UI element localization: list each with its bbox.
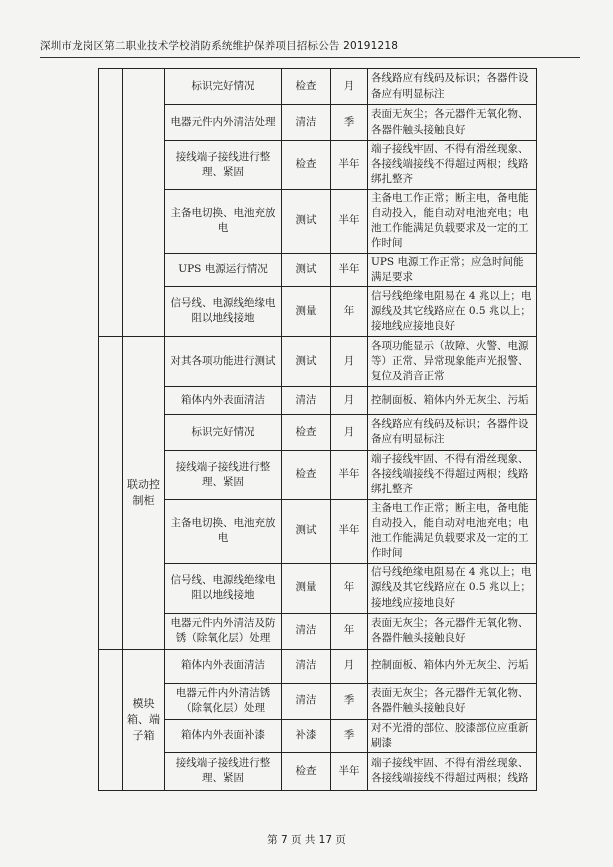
frequency-cell: 半年	[331, 253, 368, 286]
outer-category-cell	[99, 336, 123, 649]
item-cell: 主备电切换、电池充放电	[165, 499, 282, 563]
action-cell: 检查	[282, 69, 331, 105]
standard-cell: 各线路应有线码及标识；各器件设备应有明显标注	[368, 414, 537, 450]
document-title: 深圳市龙岗区第二职业技术学校消防系统维护保养项目招标公告 20191218	[40, 40, 399, 52]
standard-cell: 表面无灰尘；各元器件无氧化物、各器件触头接触良好	[368, 613, 537, 649]
item-cell: 电器元件内外清洁处理	[165, 105, 282, 141]
table-row	[99, 613, 537, 649]
action-cell: 清洁	[282, 105, 331, 141]
action-cell: 清洁	[282, 613, 331, 649]
frequency-cell: 月	[331, 386, 368, 414]
item-cell: 标识完好情况	[165, 69, 282, 105]
frequency-cell: 月	[331, 336, 368, 386]
action-cell: 测量	[282, 286, 331, 336]
outer-category-cell	[99, 649, 123, 790]
item-cell: 电器元件内外清洁锈（除氧化层）处理	[165, 683, 282, 719]
category-cell: 模块箱、端子箱	[123, 649, 165, 790]
frequency-cell: 季	[331, 719, 368, 752]
frequency-cell: 季	[331, 683, 368, 719]
page-header	[40, 38, 580, 58]
action-cell: 补漆	[282, 719, 331, 752]
standard-cell: 端子接线牢固、不得有滑丝现象、各接线端接线不得超过两根；线路	[368, 752, 537, 790]
standard-cell: 各项功能显示（故障、火警、电源等）正常、异常现象能声光报警、复位及消音正常	[368, 336, 537, 386]
table-row	[99, 649, 537, 683]
action-cell: 测试	[282, 499, 331, 563]
table-row	[99, 719, 537, 752]
table-row	[99, 69, 537, 105]
item-cell: 电器元件内外清洁及防锈（除氧化层）处理	[165, 613, 282, 649]
page-footer	[0, 832, 613, 847]
item-cell: UPS 电源运行情况	[165, 253, 282, 286]
standard-cell: 主备电工作正常；断主电，备电能自动投入，能自动对电池充电；电池工作能满足负载要求及一定的工作时间	[368, 189, 537, 253]
action-cell: 清洁	[282, 683, 331, 719]
action-cell: 检查	[282, 752, 331, 790]
frequency-cell: 半年	[331, 450, 368, 499]
table-row	[99, 105, 537, 141]
frequency-cell: 半年	[331, 141, 368, 190]
item-cell: 对其各项功能进行测试	[165, 336, 282, 386]
item-cell: 标识完好情况	[165, 414, 282, 450]
item-cell: 信号线、电源线绝缘电阻以地线接地	[165, 563, 282, 613]
item-cell: 接线端子接线进行整理、紧固	[165, 141, 282, 190]
frequency-cell: 年	[331, 286, 368, 336]
standard-cell: 端子接线牢固、不得有滑丝现象、各接线端接线不得超过两根；线路绑扎整齐	[368, 450, 537, 499]
action-cell: 检查	[282, 450, 331, 499]
standard-cell: 表面无灰尘；各元器件无氧化物、各器件触头接触良好	[368, 683, 537, 719]
frequency-cell: 年	[331, 563, 368, 613]
table-row	[99, 563, 537, 613]
outer-category-cell	[99, 69, 123, 337]
standard-cell: 对不光滑的部位、胶漆部位应重新刷漆	[368, 719, 537, 752]
table-row	[99, 253, 537, 286]
frequency-cell: 年	[331, 613, 368, 649]
standard-cell: 表面无灰尘；各元器件无氧化物、各器件触头接触良好	[368, 105, 537, 141]
standard-cell: 各线路应有线码及标识；各器件设备应有明显标注	[368, 69, 537, 105]
item-cell: 接线端子接线进行整理、紧固	[165, 752, 282, 790]
frequency-cell: 半年	[331, 189, 368, 253]
standard-cell: 信号线绝缘电阻易在 4 兆以上；电源线及其它线路应在 0.5 兆以上；接地线应接地良好	[368, 563, 537, 613]
standard-cell: 控制面板、箱体内外无灰尘、污垢	[368, 386, 537, 414]
item-cell: 信号线、电源线绝缘电阻以地线接地	[165, 286, 282, 336]
table-row	[99, 499, 537, 563]
item-cell: 箱体内外表面清洁	[165, 649, 282, 683]
action-cell: 测试	[282, 336, 331, 386]
page-number: 第 7 页 共 17 页	[267, 834, 346, 846]
item-cell: 主备电切换、电池充放电	[165, 189, 282, 253]
action-cell: 清洁	[282, 386, 331, 414]
table-row	[99, 141, 537, 190]
standard-cell: 主备电工作正常；断主电，备电能自动投入，能自动对电池充电；电池工作能满足负载要求及一定的工作时间	[368, 499, 537, 563]
standard-cell: UPS 电源工作正常；应急时间能满足要求	[368, 253, 537, 286]
table-row	[99, 450, 537, 499]
table-row	[99, 683, 537, 719]
table-row	[99, 414, 537, 450]
table-row	[99, 189, 537, 253]
category-cell	[123, 69, 165, 337]
frequency-cell: 半年	[331, 499, 368, 563]
standard-cell: 信号线绝缘电阻易在 4 兆以上；电源线及其它线路应在 0.5 兆以上；接地线应接地良好	[368, 286, 537, 336]
frequency-cell: 月	[331, 414, 368, 450]
table-row	[99, 336, 537, 386]
maintenance-table	[98, 68, 537, 791]
action-cell: 测试	[282, 253, 331, 286]
table-row	[99, 286, 537, 336]
action-cell: 测量	[282, 563, 331, 613]
table-row	[99, 386, 537, 414]
action-cell: 检查	[282, 141, 331, 190]
standard-cell: 端子接线牢固、不得有滑丝现象、各接线端接线不得超过两根；线路绑扎整齐	[368, 141, 537, 190]
action-cell: 清洁	[282, 649, 331, 683]
item-cell: 接线端子接线进行整理、紧固	[165, 450, 282, 499]
item-cell: 箱体内外表面补漆	[165, 719, 282, 752]
action-cell: 测试	[282, 189, 331, 253]
table-row	[99, 752, 537, 790]
action-cell: 检查	[282, 414, 331, 450]
item-cell: 箱体内外表面清洁	[165, 386, 282, 414]
category-cell: 联动控制柜	[123, 336, 165, 649]
standard-cell: 控制面板、箱体内外无灰尘、污垢	[368, 649, 537, 683]
frequency-cell: 季	[331, 105, 368, 141]
frequency-cell: 半年	[331, 752, 368, 790]
frequency-cell: 月	[331, 649, 368, 683]
frequency-cell: 月	[331, 69, 368, 105]
